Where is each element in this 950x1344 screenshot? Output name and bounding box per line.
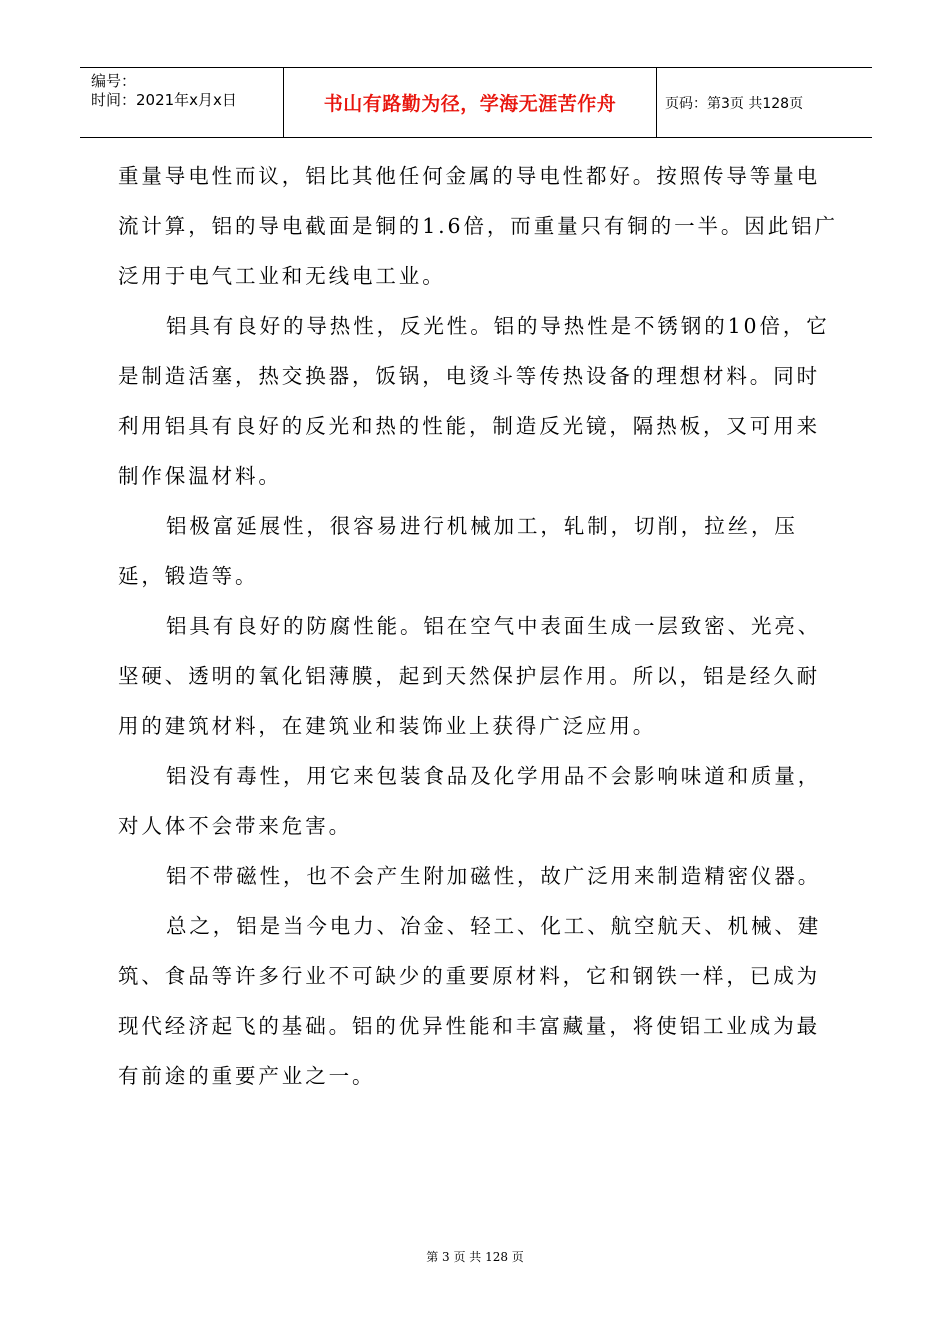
header-motto-cell xyxy=(284,68,657,137)
time-label: 时间：2021年x月x日 xyxy=(91,91,237,109)
header-page-info: 页码：第3页 共128页 xyxy=(665,95,804,112)
paragraph: 铝不带磁性，也不会产生附加磁性，故广泛用来制造精密仪器。 xyxy=(166,864,822,888)
paragraph: 铝极富延展性，很容易进行机械加工，轧制，切削，拉丝，压延，锻造等。 xyxy=(118,514,798,588)
doc-number-label: 编号： xyxy=(91,72,137,90)
paragraph: 重量导电性而议，铝比其他任何金属的导电性都好。按照传导等量电流计算，铝的导电截面是铜的1.6倍，而重量只有铜的一半。因此铝广泛用于电气工业和无线电工业。 xyxy=(118,164,838,288)
footer-page-number: 第 3 页 共 128 页 xyxy=(426,1250,524,1264)
page-footer xyxy=(0,1248,950,1265)
document-header xyxy=(80,67,872,138)
header-motto: 书山有路勤为径，学海无涯苦作舟 xyxy=(323,93,617,115)
header-meta-cell xyxy=(80,68,284,137)
header-page-cell xyxy=(657,68,872,137)
paragraph: 铝没有毒性，用它来包装食品及化学用品不会影响味道和质量，对人体不会带来危害。 xyxy=(118,764,822,838)
paragraph: 铝具有良好的导热性，反光性。铝的导热性是不锈钢的10倍，它是制造活塞，热交换器，饭锅，电烫斗等传热设备的理想材料。同时利用铝具有良好的反光和热的性能，制造反光镜，隔热板，又可用来制作保温材料。 xyxy=(118,314,830,488)
document-body xyxy=(118,151,838,1101)
paragraph: 铝具有良好的防腐性能。铝在空气中表面生成一层致密、光亮、坚硬、透明的氧化铝薄膜，起到天然保护层作用。所以，铝是经久耐用的建筑材料，在建筑业和装饰业上获得广泛应用。 xyxy=(118,614,822,738)
paragraph: 总之，铝是当今电力、冶金、轻工、化工、航空航天、机械、建筑、食品等许多行业不可缺少的重要原材料，它和钢铁一样，已成为现代经济起飞的基础。铝的优异性能和丰富藏量，将使铝工业成为最有前途的重要产业之一。 xyxy=(118,914,822,1088)
